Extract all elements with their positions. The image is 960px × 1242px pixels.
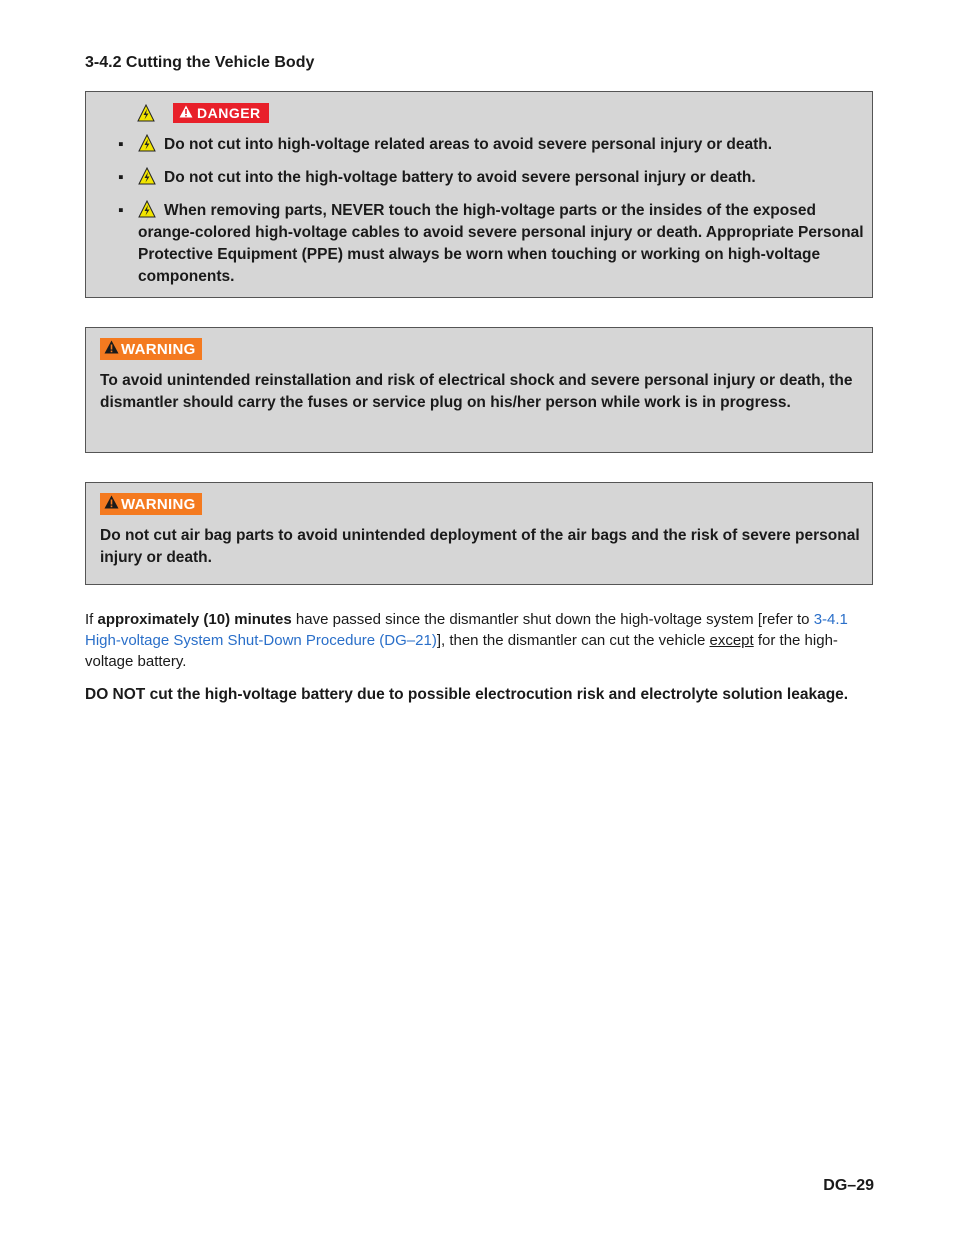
list-item: [114, 167, 864, 189]
high-voltage-warning-icon: [138, 200, 156, 218]
warning-text: To avoid unintended reinstallation and risk of electrical shock and severe personal injury or death, the dismantler should carry the fuses or service plug on his/her person while work is in progress.: [100, 372, 853, 411]
list-bullet: ▪: [118, 169, 124, 186]
wait-time-emphasis: approximately (10) minutes: [97, 611, 292, 628]
warning-box-reinstallation: [85, 327, 873, 453]
shutdown-procedure-link[interactable]: 3-4.1 High-voltage System Shut-Down Procedure (DG–21): [85, 611, 848, 649]
para-mid: have passed since the dismantler shut down the high-voltage system [refer to: [291, 611, 814, 628]
high-voltage-warning-icon: [138, 167, 156, 185]
para-after-link: ], then the dismantler can cut the vehicle: [436, 632, 710, 649]
warning-box-airbag: [85, 482, 873, 585]
danger-badge: [173, 103, 269, 123]
battery-caution-paragraph: DO NOT cut the high-voltage battery due to possible electrocution risk and electrolyte solution leakage.: [85, 686, 849, 703]
except-emphasis: except: [709, 632, 754, 649]
warning-badge: [100, 493, 202, 515]
list-item: [114, 200, 864, 288]
warning-text: Do not cut air bag parts to avoid unintended deployment of the air bags and the risk of severe personal injury or death.: [100, 527, 860, 566]
warning-badge: [100, 338, 202, 360]
warning-label: WARNING: [121, 340, 196, 358]
high-voltage-warning-icon: [137, 104, 155, 122]
danger-item-text: Do not cut into the high-voltage battery to avoid severe personal injury or death.: [164, 169, 756, 186]
danger-label: DANGER: [197, 105, 261, 121]
list-item: [114, 134, 864, 156]
danger-list: [114, 134, 864, 299]
warning-label: WARNING: [121, 495, 196, 513]
danger-box: [85, 91, 873, 298]
page-number: DG–29: [823, 1177, 874, 1194]
high-voltage-warning-icon: [138, 134, 156, 152]
list-bullet: ▪: [118, 136, 124, 153]
danger-item-text: Do not cut into high-voltage related areas to avoid severe personal injury or death.: [164, 136, 773, 153]
cutting-instructions-paragraph: [85, 609, 875, 672]
alert-triangle-icon: [104, 495, 119, 513]
danger-header: [137, 102, 269, 124]
list-bullet: ▪: [118, 202, 124, 219]
danger-item-text: When removing parts, NEVER touch the high-voltage parts or the insides of the exposed orange-colored high-voltage cables to avoid severe personal injury or death. Appropriate Personal Protective Equipment (PPE) must always be worn when touching or working on high-voltage components.: [138, 202, 864, 285]
alert-triangle-icon: [179, 105, 193, 121]
para-prefix: If: [85, 611, 98, 628]
para-suffix: for the high-voltage battery.: [85, 632, 838, 670]
section-heading: 3-4.2 Cutting the Vehicle Body: [85, 54, 315, 71]
alert-triangle-icon: [104, 340, 119, 358]
